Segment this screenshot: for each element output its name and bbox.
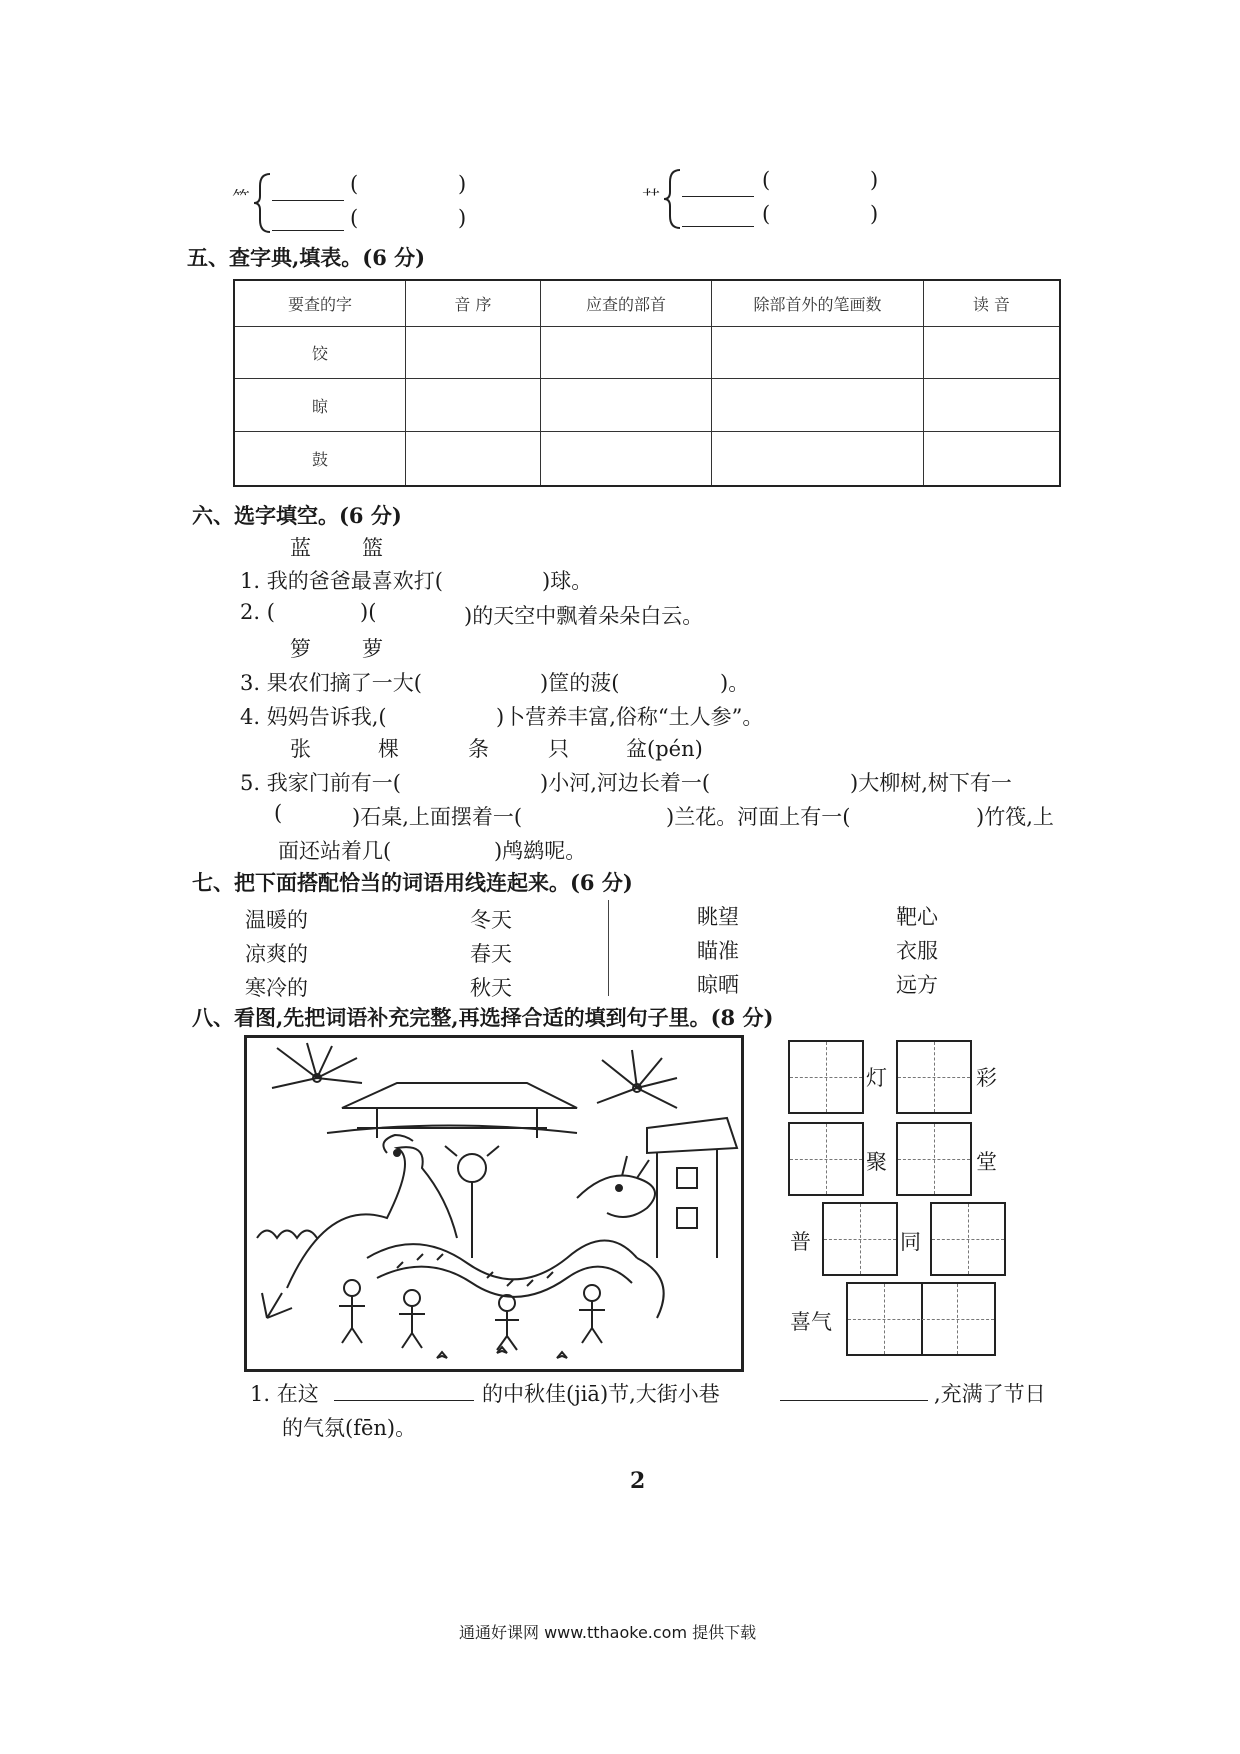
question-1-end: )球。 xyxy=(542,569,593,593)
match-word[interactable]: 春天 xyxy=(470,942,512,966)
match-word[interactable]: 凉爽的 xyxy=(245,942,308,966)
question-3: 3. 果农们摘了一大( xyxy=(240,671,422,695)
table-cell-blank[interactable] xyxy=(540,326,712,379)
paren-open: ( xyxy=(762,202,771,226)
dancer-figures xyxy=(339,1280,605,1350)
question-5-g: )竹筏,上 xyxy=(976,805,1054,829)
question-3-mid: )筐的菠( xyxy=(540,671,620,695)
word-char: 灯 xyxy=(866,1066,887,1090)
sentence-blank-2[interactable] xyxy=(780,1400,928,1401)
sentence-end: ,充满了节日 xyxy=(934,1382,1046,1406)
choice-word: 箩 xyxy=(290,637,311,661)
choice-word: 张 xyxy=(290,737,311,761)
paren-open: ( xyxy=(762,168,771,192)
page-number: 2 xyxy=(630,1468,646,1494)
table-cell-blank[interactable] xyxy=(406,379,541,432)
table-cell-blank[interactable] xyxy=(540,432,712,486)
choice-word: 蓝 xyxy=(290,536,311,560)
word-char: 聚 xyxy=(866,1150,887,1174)
section7-heading: 七、把下面搭配恰当的词语用线连起来。(6 分) xyxy=(192,870,633,895)
word-box-1[interactable] xyxy=(788,1040,864,1114)
word-char: 普 xyxy=(790,1230,811,1254)
section6-heading: 六、选字填空。(6 分) xyxy=(192,503,402,528)
question-4-end: )卜营养丰富,俗称“土人参”。 xyxy=(496,705,764,729)
match-word[interactable]: 远方 xyxy=(896,973,938,997)
table-row xyxy=(234,379,1060,432)
choice-word: 篮 xyxy=(362,536,383,560)
table-row xyxy=(234,432,1060,486)
table-cell-blank[interactable] xyxy=(923,326,1060,379)
section5-heading: 五、查字典,填表。(6 分) xyxy=(187,245,426,270)
footer-credit: 通通好课网 www.tthaoke.com 提供下载 xyxy=(459,1623,757,1642)
matching-col-4 xyxy=(896,900,938,1002)
table-header: 读 音 xyxy=(923,280,1060,326)
table-cell-blank[interactable] xyxy=(712,326,923,379)
paren-close: ) xyxy=(458,172,467,196)
word-box-2[interactable] xyxy=(896,1040,972,1114)
question-5-b: )小河,河边长着一( xyxy=(540,771,711,795)
match-word[interactable]: 瞄准 xyxy=(697,939,739,963)
question-5-h: 面还站着几( xyxy=(278,839,392,863)
section8-heading: 八、看图,先把词语补充完整,再选择合适的填到句子里。(8 分) xyxy=(192,1005,774,1030)
match-word[interactable]: 冬天 xyxy=(470,908,512,932)
table-cell-blank[interactable] xyxy=(406,326,541,379)
left-radical: ⺮ xyxy=(232,188,250,209)
table-cell-char: 饺 xyxy=(234,326,406,379)
match-word[interactable]: 靶心 xyxy=(896,905,938,929)
table-header-row xyxy=(234,280,1060,326)
question-5-a: 5. 我家门前有一( xyxy=(240,771,401,795)
question-3-end: )。 xyxy=(720,671,750,695)
match-word[interactable]: 晾晒 xyxy=(697,973,739,997)
match-word[interactable]: 秋天 xyxy=(470,976,512,1000)
table-cell-char: 鼓 xyxy=(234,432,406,486)
table-row xyxy=(234,326,1060,379)
question-2: 2. ( xyxy=(240,600,275,624)
table-header: 除部首外的笔画数 xyxy=(712,280,923,326)
match-word[interactable]: 温暖的 xyxy=(245,908,308,932)
question-5-d: ( xyxy=(274,801,283,825)
table-cell-char: 晾 xyxy=(234,379,406,432)
question-5-f: )兰花。河面上有一( xyxy=(666,805,851,829)
question-5-e: )石桌,上面摆着一( xyxy=(352,805,523,829)
word-char: 彩 xyxy=(976,1066,997,1090)
word-box-7[interactable] xyxy=(846,1282,996,1356)
paren-close: ) xyxy=(458,206,467,230)
question-4: 4. 妈妈告诉我,( xyxy=(240,705,387,729)
table-cell-blank[interactable] xyxy=(712,379,923,432)
word-char: 喜气 xyxy=(790,1310,832,1334)
blank-line[interactable] xyxy=(272,200,344,201)
sentence-blank-1[interactable] xyxy=(334,1400,474,1401)
table-header: 音 序 xyxy=(406,280,541,326)
table-header: 要查的字 xyxy=(234,280,406,326)
blank-line[interactable] xyxy=(272,230,344,231)
table-cell-blank[interactable] xyxy=(406,432,541,486)
word-box-4[interactable] xyxy=(896,1122,972,1196)
right-brace-icon xyxy=(662,168,684,230)
firework-left-icon xyxy=(272,1043,362,1088)
table-cell-blank[interactable] xyxy=(923,379,1060,432)
dragon-dance-illustration xyxy=(244,1035,744,1372)
paren-open: ( xyxy=(350,172,359,196)
sentence-start: 1. 在这 xyxy=(250,1382,319,1406)
right-radical: ⺿ xyxy=(642,188,660,209)
match-word[interactable]: 眺望 xyxy=(697,905,739,929)
choice-word: 条 xyxy=(468,737,489,761)
blank-line[interactable] xyxy=(682,226,754,227)
question-2-end: )的天空中飘着朵朵白云。 xyxy=(464,604,704,628)
matching-col-2 xyxy=(470,903,512,1005)
question-5-i: )鸬鹚呢。 xyxy=(494,839,587,863)
matching-divider xyxy=(608,900,609,996)
table-cell-blank[interactable] xyxy=(540,379,712,432)
sentence-middle: 的中秋佳(jiā)节,大街小巷 xyxy=(482,1382,720,1406)
paren-close: ) xyxy=(870,202,879,226)
matching-col-1 xyxy=(245,903,308,1005)
question-5-c: )大柳树,树下有一 xyxy=(850,771,1012,795)
table-cell-blank[interactable] xyxy=(712,432,923,486)
word-char: 堂 xyxy=(976,1150,997,1174)
left-brace-icon xyxy=(252,172,274,234)
choice-word: 只 xyxy=(548,737,569,761)
matching-col-3 xyxy=(697,900,739,1002)
match-word[interactable]: 寒冷的 xyxy=(245,976,308,1000)
paren-close: ) xyxy=(870,168,879,192)
choice-word: 棵 xyxy=(378,737,399,761)
sentence-continued: 的气氛(fēn)。 xyxy=(282,1416,417,1440)
question-1: 1. 我的爸爸最喜欢打( xyxy=(240,569,443,593)
word-box-5[interactable] xyxy=(822,1202,898,1276)
table-cell-blank[interactable] xyxy=(923,432,1060,486)
paren-open: ( xyxy=(350,206,359,230)
word-box-3[interactable] xyxy=(788,1122,864,1196)
table-header: 应查的部首 xyxy=(540,280,712,326)
question-2-mid: )( xyxy=(360,600,377,624)
choice-word: 盆(pén) xyxy=(626,737,703,761)
dictionary-table xyxy=(233,279,1061,487)
choice-word: 萝 xyxy=(362,637,383,661)
blank-line[interactable] xyxy=(682,196,754,197)
match-word[interactable]: 衣服 xyxy=(896,939,938,963)
word-char: 同 xyxy=(900,1230,921,1254)
firework-right-icon xyxy=(597,1050,677,1108)
word-box-6[interactable] xyxy=(930,1202,1006,1276)
